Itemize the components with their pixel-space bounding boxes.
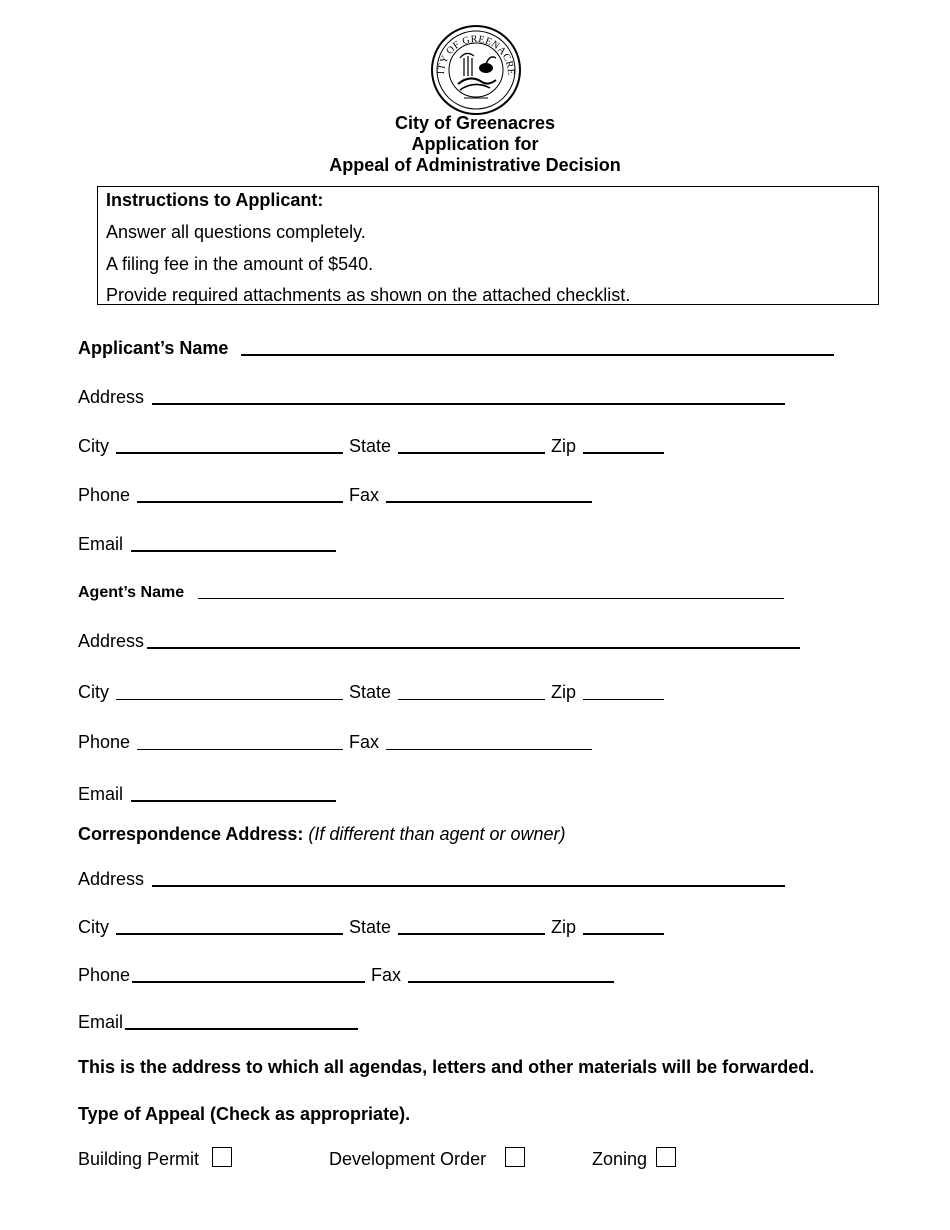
instruction-line-1: Answer all questions completely.: [106, 222, 366, 242]
title-city: City of Greenacres: [394, 113, 556, 133]
title-application-for: Application for: [411, 134, 539, 154]
correspondence-fax-label: Fax: [371, 965, 402, 985]
agent-fax-field[interactable]: [386, 749, 592, 750]
correspondence-state-field[interactable]: [398, 933, 545, 935]
correspondence-phone-field[interactable]: [132, 981, 365, 983]
correspondence-email-label: Email: [78, 1012, 124, 1032]
title-appeal: Appeal of Administrative Decision: [329, 155, 621, 175]
correspondence-city-field[interactable]: [116, 933, 343, 935]
agent-city-field[interactable]: [116, 699, 343, 700]
applicant-zip-field[interactable]: [583, 452, 664, 454]
agent-phone-label: Phone: [78, 732, 131, 752]
applicant-city-field[interactable]: [116, 452, 343, 454]
applicant-email-field[interactable]: [131, 550, 336, 552]
instructions-heading: Instructions to Applicant:: [106, 190, 324, 210]
applicant-state-field[interactable]: [398, 452, 545, 454]
applicant-name-field[interactable]: [241, 354, 834, 356]
seal-text: ITY OF GREENACRE: [435, 33, 517, 76]
correspondence-zip-field[interactable]: [583, 933, 664, 935]
applicant-address-field[interactable]: [152, 403, 785, 405]
agent-phone-field[interactable]: [137, 749, 343, 750]
agent-zip-label: Zip: [551, 682, 577, 702]
appeal-option-zoning-label: Zoning: [592, 1149, 648, 1169]
correspondence-heading-row: [78, 824, 566, 844]
correspondence-address-field[interactable]: [152, 885, 785, 887]
correspondence-heading: Correspondence Address:: [78, 824, 304, 844]
applicant-email-label: Email: [78, 534, 124, 554]
correspondence-city-label: City: [78, 917, 109, 937]
development-order-checkbox[interactable]: [505, 1147, 525, 1167]
correspondence-address-label: Address: [78, 869, 145, 889]
applicant-address-label: Address: [78, 387, 145, 407]
correspondence-zip-label: Zip: [551, 917, 577, 937]
correspondence-fax-field[interactable]: [408, 981, 614, 983]
zoning-checkbox[interactable]: [656, 1147, 676, 1167]
applicant-phone-field[interactable]: [137, 501, 343, 503]
agent-email-label: Email: [78, 784, 124, 804]
forwarding-note: This is the address to which all agendas, letters and other materials will be forwarded.: [78, 1057, 815, 1077]
building-permit-checkbox[interactable]: [212, 1147, 232, 1167]
applicant-state-label: State: [349, 436, 392, 456]
applicant-fax-label: Fax: [349, 485, 380, 505]
agent-zip-field[interactable]: [583, 699, 664, 700]
instruction-line-2: A filing fee in the amount of $540.: [106, 254, 374, 274]
applicant-city-label: City: [78, 436, 109, 456]
appeal-option-development-order-label: Development Order: [329, 1149, 487, 1169]
correspondence-phone-label: Phone: [78, 965, 131, 985]
appeal-option-building-permit-label: Building Permit: [78, 1149, 200, 1169]
correspondence-state-label: State: [349, 917, 392, 937]
agent-name-field[interactable]: [198, 598, 784, 599]
correspondence-note: (If different than agent or owner): [308, 824, 566, 844]
applicant-name-label: Applicant’s Name: [78, 338, 229, 358]
agent-city-label: City: [78, 682, 109, 702]
applicant-phone-label: Phone: [78, 485, 131, 505]
agent-address-label: Address: [78, 631, 145, 651]
applicant-fax-field[interactable]: [386, 501, 592, 503]
instruction-line-3: Provide required attachments as shown on the attached checklist.: [106, 285, 631, 305]
correspondence-email-field[interactable]: [125, 1028, 358, 1030]
appeal-type-heading: Type of Appeal (Check as appropriate).: [78, 1104, 411, 1124]
agent-state-label: State: [349, 682, 392, 702]
applicant-zip-label: Zip: [551, 436, 577, 456]
agent-name-label: Agent’s Name: [78, 584, 185, 601]
agent-state-field[interactable]: [398, 699, 545, 700]
city-seal-logo: [430, 24, 522, 116]
agent-fax-label: Fax: [349, 732, 380, 752]
agent-email-field[interactable]: [131, 800, 336, 802]
agent-address-field[interactable]: [147, 647, 800, 649]
